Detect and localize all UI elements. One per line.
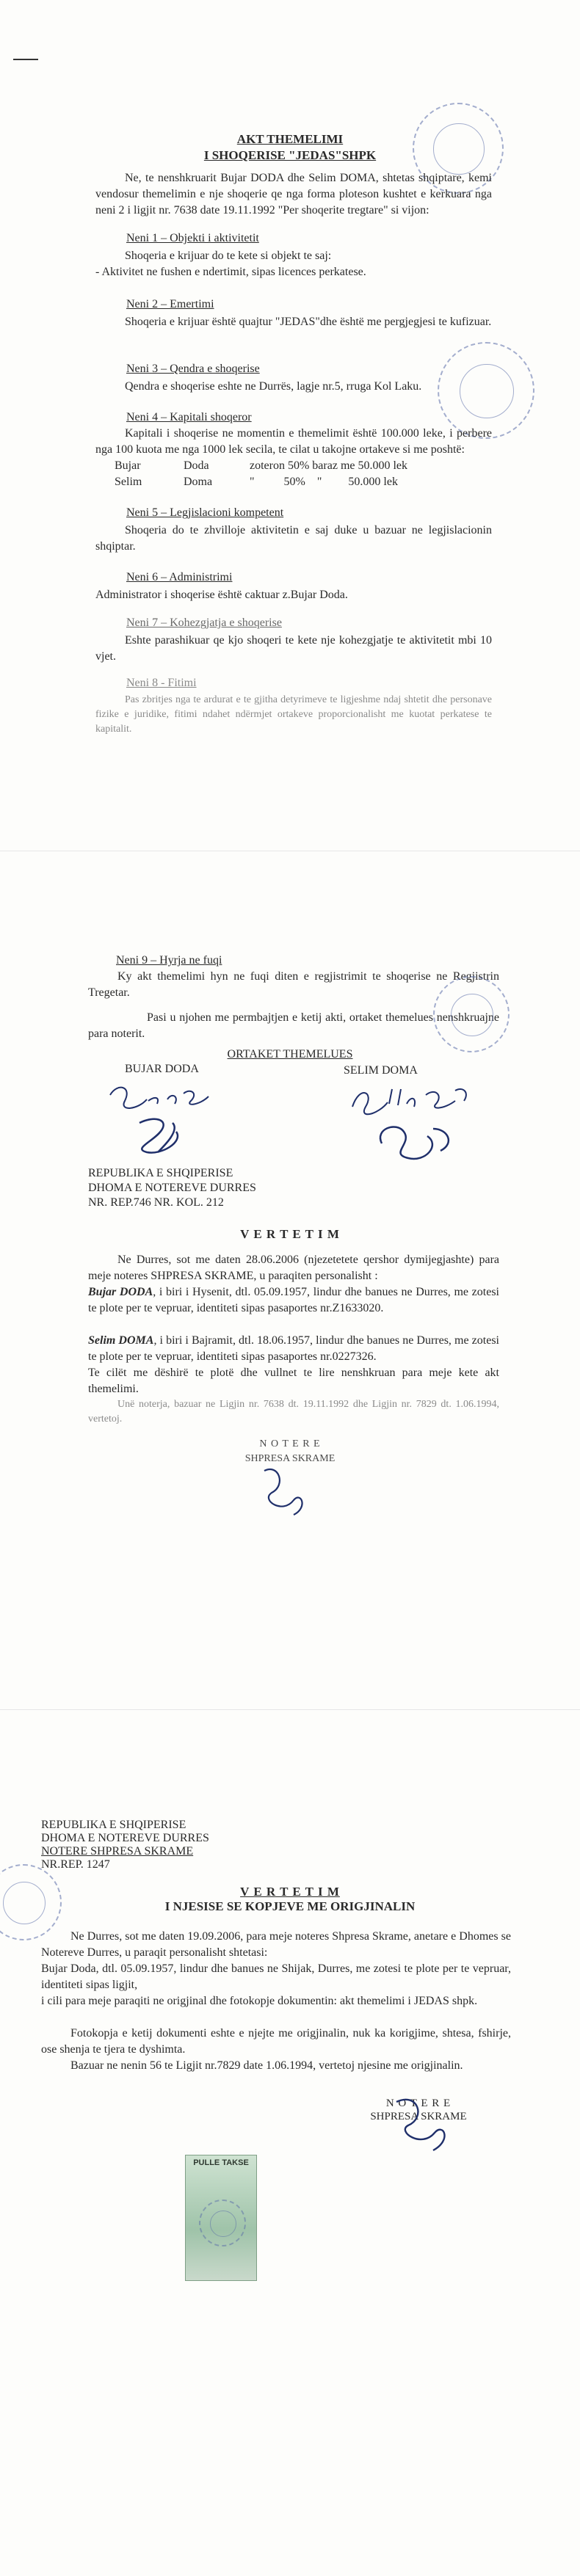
page-1 bbox=[0, 0, 580, 851]
article-6-heading: Neni 6 – Administrimi bbox=[126, 571, 233, 583]
article-7-text: Eshte parashikuar qe kjo shoqeri te kete nje kohezgjatje te aktivitetit mbi 10 vjet. bbox=[95, 634, 492, 663]
p3-text-4: Fotokopja e ketij dokumenti eshte e njejte me origjinalin, nuk ka korigjime, shtesa, fshirje, ose shenja te tjera te dyshimta. bbox=[41, 2027, 511, 2056]
founder-1-name: BUJAR DODA bbox=[125, 1063, 199, 1075]
notary-name-p3: SHPRESA SKRAME bbox=[370, 2111, 467, 2122]
article-1-line: Shoqeria e krijuar do te kete si objekt te saj: bbox=[125, 250, 332, 262]
bujar-details: , i biri i Hysenit, dtl. 05.09.1957, lindur dhe banues ne Durres, me zotesi te plote per te vepruar, identiteti sipas pasaportes nr.Z1633020. bbox=[88, 1286, 500, 1314]
page-2 bbox=[0, 851, 580, 1710]
signature-bujar-doda bbox=[103, 1079, 250, 1160]
article-8-heading: Neni 8 - Fitimi bbox=[126, 677, 197, 689]
shareholder-2-name: Selim bbox=[115, 476, 142, 488]
article-3-heading: Neni 3 – Qendra e shoqerise bbox=[126, 363, 260, 375]
article-8-text: Pas zbritjes nga te ardurat e te gjitha detyrimeve te ligjeshme ndaj shtetit dhe personave fizike e juridike, fitimi ndahet ndërmjet ortakeve proporcionalisht me kuotat perkatese te kapitalit. bbox=[95, 694, 492, 735]
page-3 bbox=[0, 1710, 580, 2576]
article-2-text: Shoqeria e krijuar është quajtur "JEDAS"dhe është me pergjegjesi te kufizuar. bbox=[125, 316, 492, 328]
article-4-heading: Neni 4 – Kapitali shoqeror bbox=[126, 411, 252, 423]
republic-label: REPUBLIKA E SHQIPERISE bbox=[88, 1167, 233, 1179]
article-6-text: Administrator i shoqerise është caktuar z.Bujar Doda. bbox=[95, 589, 348, 601]
company-title: I SHOQERISE "JEDAS"SHPK bbox=[203, 148, 377, 162]
certification-bujar bbox=[88, 1284, 499, 1317]
tax-stamp-label: PULLE TAKSE bbox=[193, 2158, 249, 2167]
chamber-label-p3: DHOMA E NOTEREVE DURRES bbox=[41, 1832, 209, 1844]
article-9-text: Ky akt themelimi hyn ne fuqi diten e regjistrimit te shoqerise ne Regjistrin Tregetar. bbox=[88, 970, 499, 999]
chamber-label: DHOMA E NOTEREVE DURRES bbox=[88, 1182, 256, 1194]
founder-2-name: SELIM DOMA bbox=[344, 1064, 418, 1077]
p3-text-5: Bazuar ne nenin 56 te Ligjit nr.7829 date 1.06.1994, vertetoj njesine me origjinalin. bbox=[70, 2059, 463, 2072]
certification-title: V E R T E T I M bbox=[240, 1227, 340, 1241]
article-1-heading: Neni 1 – Objekti i aktivitetit bbox=[126, 232, 259, 244]
shareholder-1-share: zoteron 50% baraz me 50.000 lek bbox=[250, 459, 408, 472]
article-4-text: Kapitali i shoqerise ne momentin e themelimit është 100.000 leke, i perbere nga 100 kuota me nga 1000 lek secila, te cilat u takojne ortakeve si me poshtë: bbox=[95, 427, 492, 456]
certification-text-3: Unë noterja, bazuar ne Ligjin nr. 7638 dt. 19.11.1992 dhe Ligjin nr. 7829 dt. 1.06.1994, vertetoj. bbox=[88, 1399, 499, 1425]
notary-title-p3: N O T E R E bbox=[385, 2097, 452, 2109]
notary-signature-page2 bbox=[250, 1463, 323, 1522]
p3-text-1: Ne Durres, sot me daten 19.09.2006, para meje noteres Shpresa Skrame, anetare e Dhomes se Notereve Durres, u paraqit personalisht shtetasi: bbox=[41, 1930, 511, 1959]
tax-stamp-seal bbox=[199, 2200, 246, 2246]
certification-title-p3: V E R T E T I M bbox=[240, 1885, 340, 1899]
certification-selim bbox=[88, 1333, 499, 1365]
act-title: AKT THEMELIMI bbox=[236, 132, 344, 146]
shareholder-1-surname: Doda bbox=[184, 459, 209, 472]
bujar-name: Bujar DODA bbox=[88, 1286, 153, 1298]
notary-signature-page3 bbox=[382, 2092, 470, 2158]
article-1-bullet: - Aktivitet ne fushen e ndertimit, sipas licences perkatese. bbox=[95, 266, 366, 278]
article-9-heading: Neni 9 – Hyrja ne fuqi bbox=[116, 954, 222, 967]
article-7-heading: Neni 7 – Kohezgjatja e shoqerise bbox=[126, 616, 282, 629]
p3-text-2: Bujar Doda, dtl. 05.09.1957, lindur dhe banues ne Shijak, Durres, me zotesi te plote per te vepruar, identiteti sipas ligjit, bbox=[41, 1962, 511, 1991]
certification-subtitle-p3: I NJESISE SE KOPJEVE ME ORIGJINALIN bbox=[164, 1899, 416, 1913]
signature-selim-doma bbox=[345, 1077, 492, 1165]
certification-text-1: Ne Durres, sot me daten 28.06.2006 (njezetetete qershor dymijegjashte) para meje noteres SHPRESA SKRAME, u paraqiten personalisht : bbox=[88, 1254, 499, 1282]
corner-mark bbox=[13, 59, 38, 60]
shareholder-1-name: Bujar bbox=[115, 459, 141, 472]
article-3-text: Qendra e shoqerise eshte ne Durrës, lagje nr.5, rruga Kol Laku. bbox=[125, 380, 422, 393]
notary-stamp-page2-top bbox=[433, 976, 510, 1052]
certification-text-2: Te cilët me dëshirë te plotë dhe vullnet te lire nenshkruan para meje kete akt themelimi. bbox=[88, 1367, 499, 1395]
registry-number-p3: NR.REP. 1247 bbox=[41, 1858, 110, 1871]
notary-label-p3: NOTERE SHPRESA SKRAME bbox=[41, 1845, 194, 1858]
selim-details: , i biri i Bajramit, dtl. 18.06.1957, lindur dhe banues ne Durres, me zotesi te plote per te vepruar, identiteti sipas pasaportes nr.0227326. bbox=[88, 1334, 500, 1363]
closing-paragraph: Pasi u njohen me permbajtjen e ketij akti, ortaket themelues nenshkruajne para noterit. bbox=[88, 1011, 499, 1040]
article-5-text: Shoqeria do te zhvilloje aktivitetin e saj duke u bazuar ne legjislacionin shqiptar. bbox=[95, 524, 492, 553]
intro-paragraph: Ne, te nenshkruarit Bujar DODA dhe Selim DOMA, shtetas shqiptare, kemi vendosur themelimin e nje shoqerie qe nga forma ploteson kushtet e kerkuara nga neni 2 i ligjit nr. 7638 date 19.11.1992 "Per shoqerite tregtare" si vijon: bbox=[95, 172, 492, 217]
tax-stamp bbox=[185, 2155, 257, 2281]
founders-heading: ORTAKET THEMELUES bbox=[227, 1048, 353, 1060]
republic-label-p3: REPUBLIKA E SHQIPERISE bbox=[41, 1819, 186, 1831]
article-5-heading: Neni 5 – Legjislacioni kompetent bbox=[126, 506, 284, 519]
article-2-heading: Neni 2 – Emertimi bbox=[126, 298, 214, 310]
shareholder-2-surname: Doma bbox=[184, 476, 213, 488]
notary-name: SHPRESA SKRAME bbox=[244, 1453, 336, 1464]
notary-title: N O T E R E bbox=[259, 1438, 321, 1449]
p3-text-3: i cili para meje paraqiti ne origjinal dhe fotokopje dokumentin: akt themelimi i JEDAS shpk. bbox=[41, 1995, 478, 2007]
registry-number: NR. REP.746 NR. KOL. 212 bbox=[88, 1196, 224, 1209]
selim-name: Selim DOMA bbox=[88, 1334, 154, 1347]
shareholder-2-share: " 50% " 50.000 lek bbox=[250, 476, 398, 488]
